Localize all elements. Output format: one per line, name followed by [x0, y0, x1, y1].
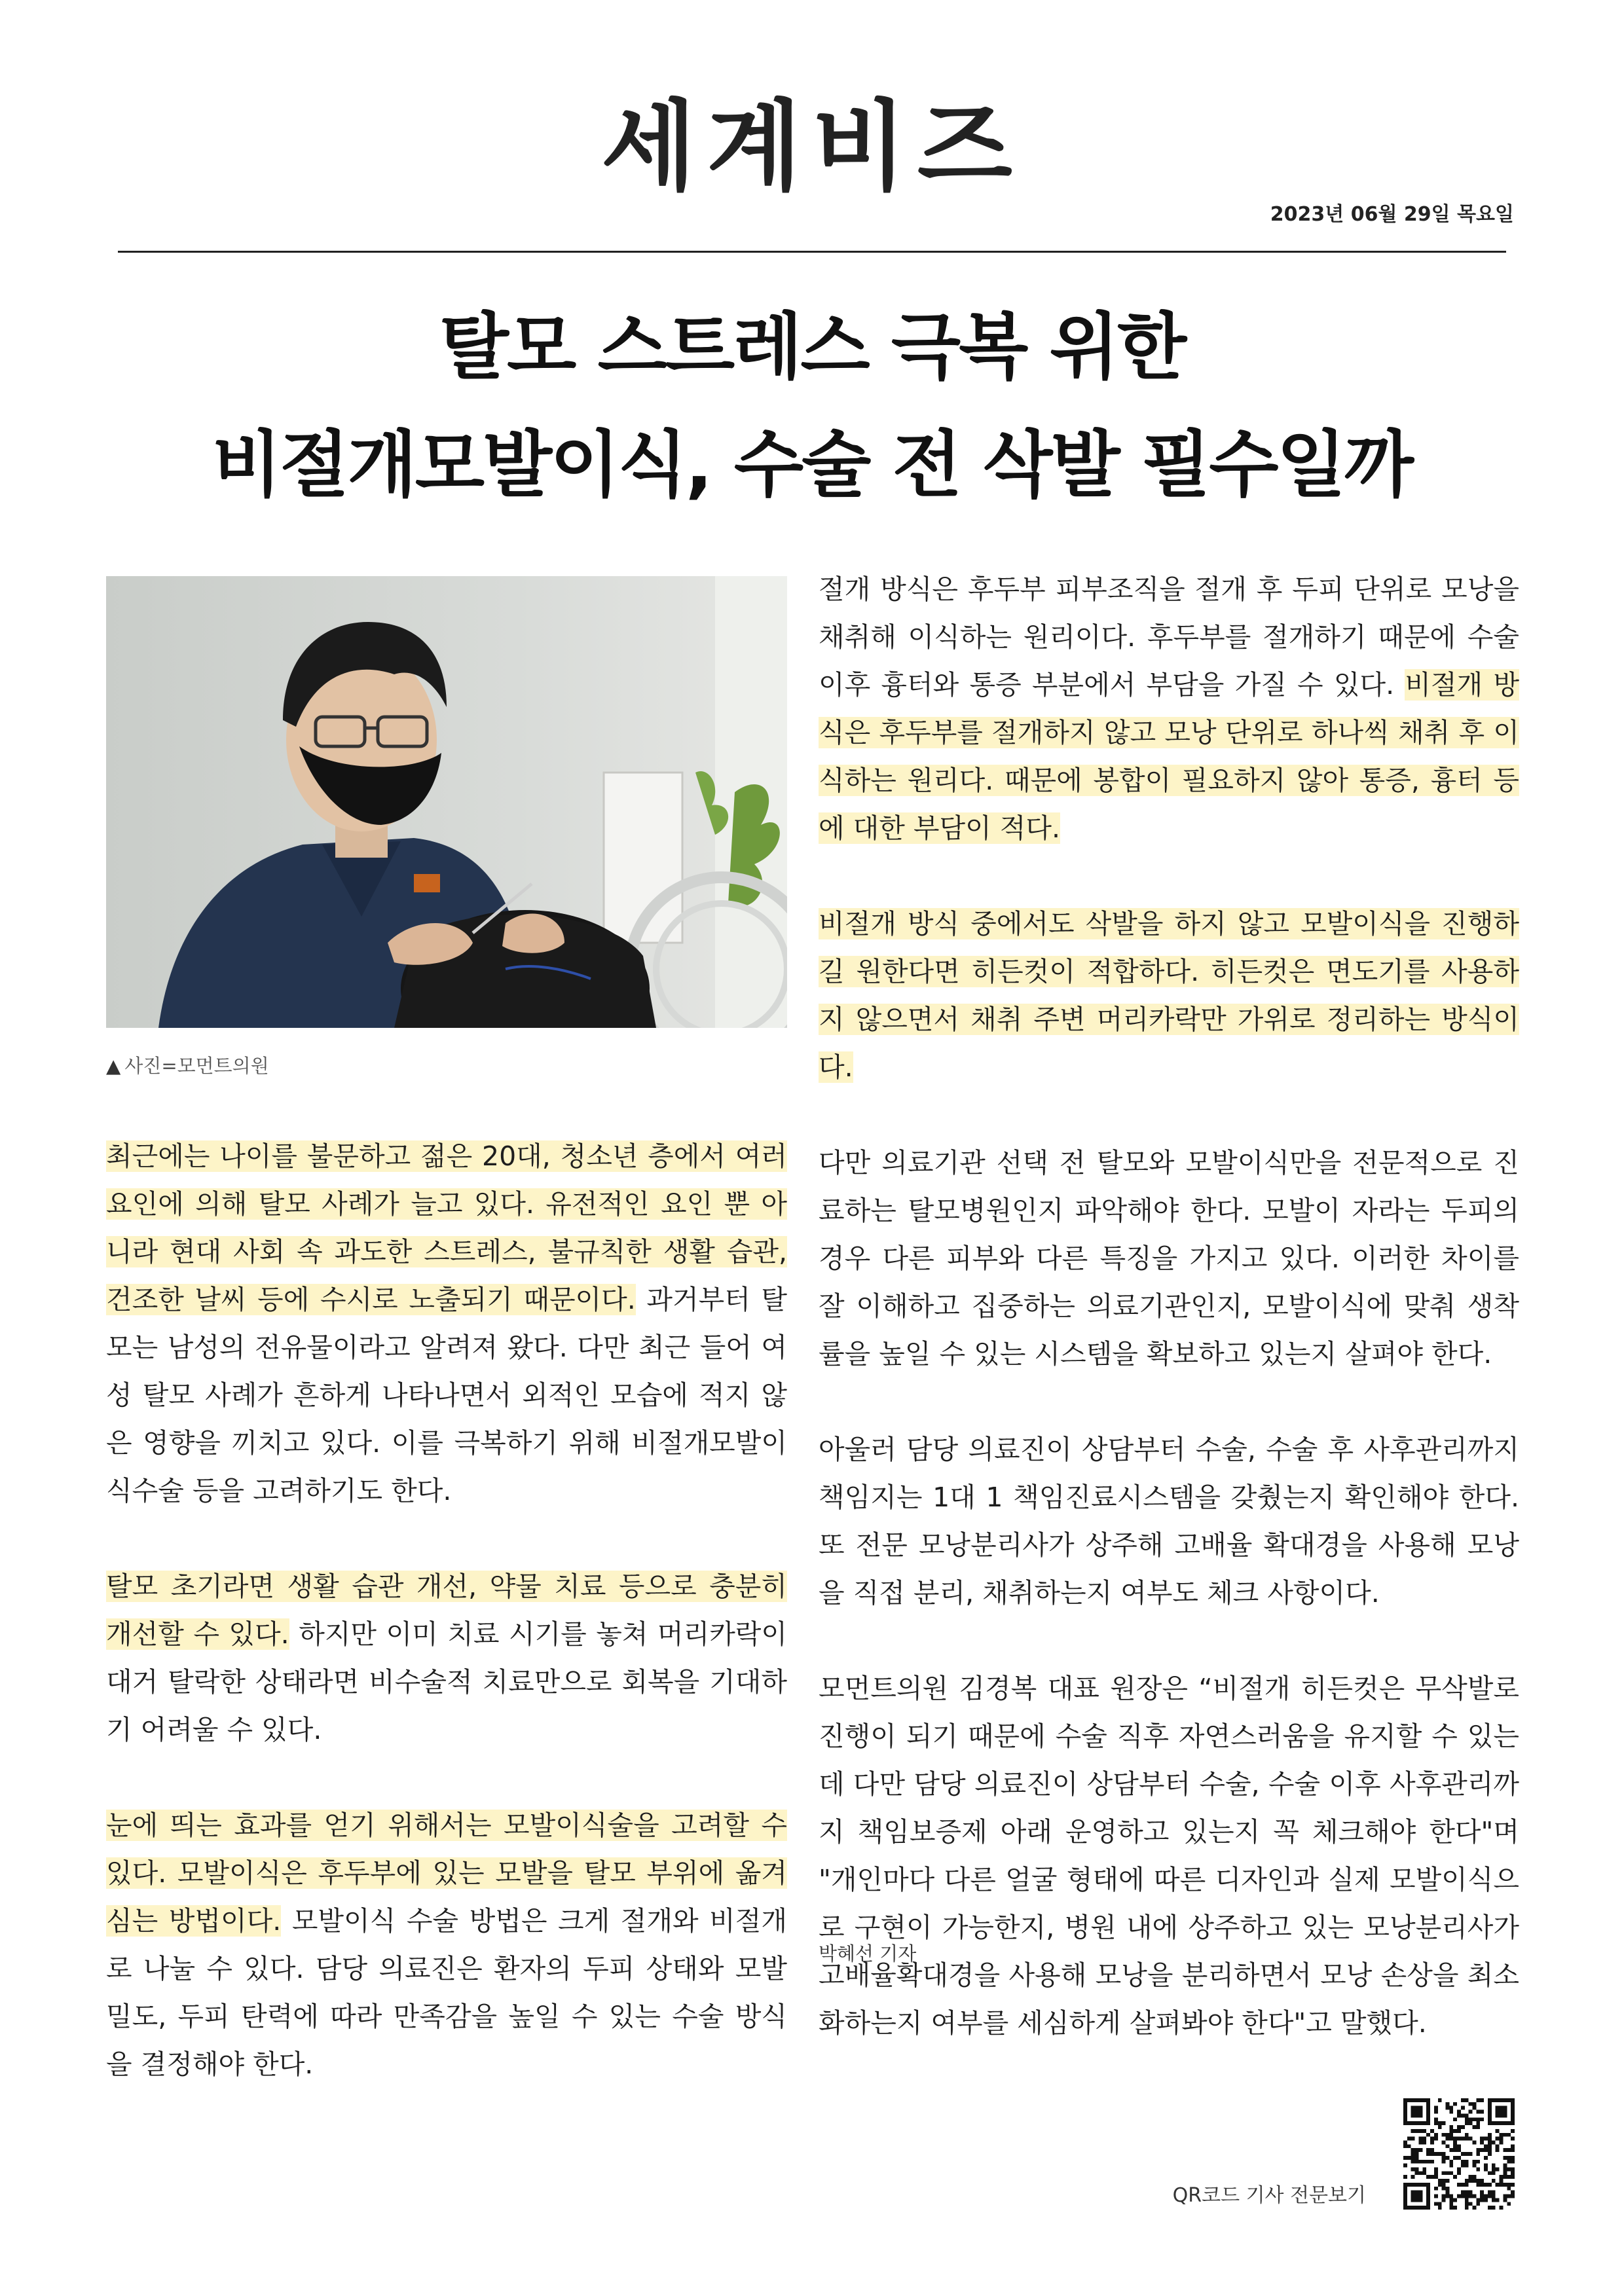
paragraph [106, 1563, 787, 1754]
photo-caption-text: 사진=모먼트의원 [124, 1055, 269, 1077]
highlighted-text: 비절개 방식 중에서도 삭발을 하지 않고 모발이식을 진행하길 원한다면 히든컷이 적합하다. 히든컷은 면도기를 사용하지 않으면서 채취 주변 머리카락만 가위로 정리하는 방식이다. [819, 908, 1519, 1083]
paragraph [106, 1133, 787, 1515]
paragraph [819, 900, 1519, 1091]
highlighted-text: 비절개 방식은 후두부를 절개하지 않고 모낭 단위로 하나씩 채취 후 이식하는 원리다. 때문에 봉합이 필요하지 않아 통증, 흉터 등에 대한 부담이 적다. [819, 669, 1519, 844]
paragraph: 다만 의료기관 선택 전 탈모와 모발이식만을 전문적으로 진료하는 탈모병원인지 파악해야 한다. 모발이 자라는 두피의 경우 다른 피부와 다른 특징을 가지고 있다. 이러한 차이를 잘 이해하고 집중하는 의료기관인지, 모발이식에 맞춰 생착률을 높일 수 있는 시스템을 확보하고 있는지 살펴야 한다. [819, 1147, 1519, 1370]
header-divider [118, 251, 1506, 253]
masthead-logo: 세계비즈 [601, 90, 1023, 204]
paragraph: 아울러 담당 의료진이 상담부터 수술, 수술 후 사후관리까지 책임지는 1대 1 책임진료시스템을 갖췄는지 확인해야 한다. 또 전문 모낭분리사가 상주해 고배율 확대경을 사용해 모낭을 직접 분리, 채취하는지 여부도 체크 사항이다. [819, 1434, 1519, 1609]
paragraph [819, 566, 1519, 852]
article-headline [39, 288, 1585, 524]
triangle-up-icon: ▲ [106, 1055, 121, 1077]
photo-caption [106, 1051, 269, 1078]
paragraph-text: 과거부터 탈모는 남성의 전유물이라고 알려져 왔다. 다만 최근 들어 여성 탈모 사례가 흔하게 나타나면서 외적인 모습에 적지 않은 영향을 끼치고 있다. 이를 극복하기 위해 비절개모발이식수술 등을 고려하기도 한다. [106, 1284, 787, 1506]
paragraph-text: 하지만 이미 치료 시기를 놓쳐 머리카락이 대거 탈락한 상태라면 비수술적 치료만으로 회복을 기대하기 어려울 수 있다. [106, 1618, 788, 1745]
article-column-left [106, 1133, 787, 2136]
qr-code-icon[interactable] [1403, 2098, 1515, 2210]
publication-date: 2023년 06월 29일 목요일 [1270, 203, 1514, 226]
paragraph-text: 모발이식 수술 방법은 크게 절개와 비절개로 나눌 수 있다. 담당 의료진은 환자의 두피 상태와 모발 밀도, 두피 탄력에 따라 만족감을 높일 수 있는 수술 방식을 결정해야 한다. [106, 1905, 788, 2080]
byline: 박혜선 기자 [819, 1942, 917, 1965]
headline-line-2: 비절개모발이식, 수술 전 삭발 필수일까 [212, 423, 1412, 507]
paragraph-text: 절개 방식은 후두부 피부조직을 절개 후 두피 단위로 모낭을 채취해 이식하는 원리이다. 후두부를 절개하기 때문에 수술 이후 흉터와 통증 부분에서 부담을 가질 수 있다. [819, 574, 1519, 701]
article-column-right [819, 566, 1519, 2095]
paragraph [106, 1802, 787, 2088]
highlighted-text: 탈모 초기라면 생활 습관 개선, 약물 치료 등으로 충분히 개선할 수 있다. [106, 1571, 787, 1650]
highlighted-text: 최근에는 나이를 불문하고 젊은 20대, 청소년 층에서 여러 요인에 의해 탈모 사례가 늘고 있다. 유전적인 요인 뿐 아니라 현대 사회 속 과도한 스트레스, 불규칙한 생활 습관, 건조한 날씨 등에 수시로 노출되기 때문이다. [106, 1140, 787, 1315]
highlighted-text: 눈에 띄는 효과를 얻기 위해서는 모발이식술을 고려할 수 있다. 모발이식은 후두부에 있는 모발을 탈모 부위에 옮겨 심는 방법이다. [106, 1810, 787, 1937]
article-photo [106, 576, 787, 1028]
headline-line-1: 탈모 스트레스 극복 위한 [439, 305, 1185, 389]
paragraph: 모먼트의원 김경복 대표 원장은 “비절개 히든컷은 무삭발로 진행이 되기 때문에 수술 직후 자연스러움을 유지할 수 있는데 다만 담당 의료진이 상담부터 수술, 수술 이후 사후관리까지 책임보증제 아래 운영하고 있는지 꼭 체크해야 한다"며 "개인마다 다른 얼굴 형태에 따른 디자인과 실제 모발이식으로 구현이 가능한지, 병원 내에 상주하고 있는 모낭분리사가 고배율확대경을 사용해 모낭을 분리하면서 모낭 손상을 최소화하는지 여부를 세심하게 살펴봐야 한다"고 말했다. [819, 1673, 1519, 2039]
qr-code-label: QR코드 기사 전문보기 [1172, 2184, 1366, 2207]
